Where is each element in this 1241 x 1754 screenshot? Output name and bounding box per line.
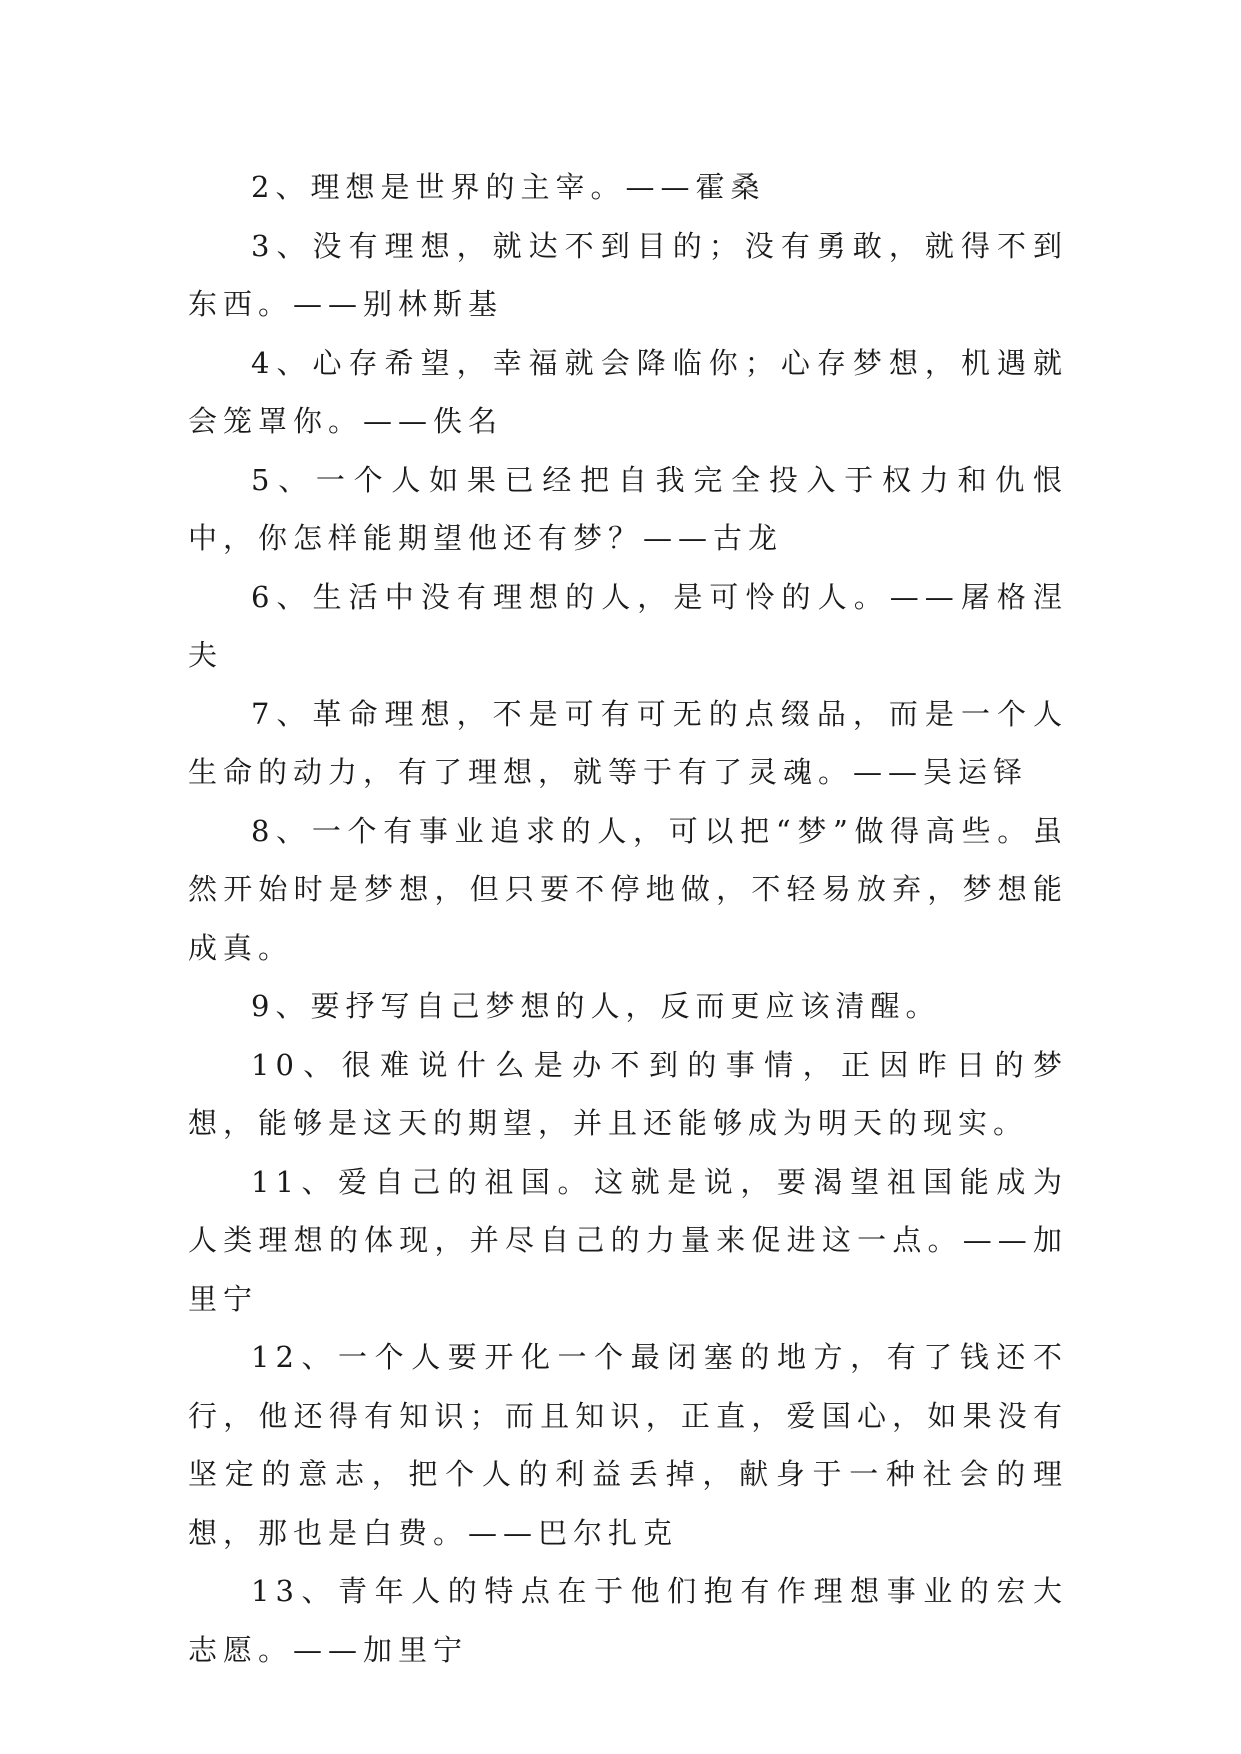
quote-list [188,158,1068,1679]
quote-paragraph-10: 10、很难说什么是办不到的事情，正因昨日的梦想，能够是这天的期望，并且还能够成为明天的现实。 [188,1047,1068,1140]
quote-paragraph-11: 11、爱自己的祖国。这就是说，要渴望祖国能成为人类理想的体现，并尽自己的力量来促进这一点。——加里宁 [188,1164,1068,1316]
quote-paragraph-9: 9、要抒写自己梦想的人，反而更应该清醒。 [251,989,941,1023]
quote-paragraph-8: 8、一个有事业追求的人，可以把“梦”做得高些。虽然开始时是梦想，但只要不停地做，不轻易放弃，梦想能成真。 [188,813,1068,965]
quote-paragraph-13: 13、青年人的特点在于他们抱有作理想事业的宏大志愿。——加里宁 [188,1574,1068,1667]
quote-paragraph-7: 7、革命理想，不是可有可无的点缀品，而是一个人生命的动力，有了理想，就等于有了灵魂。——吴运铎 [188,696,1068,789]
quote-paragraph-12: 12、一个人要开化一个最闭塞的地方，有了钱还不行，他还得有知识；而且知识，正直，爱国心，如果没有坚定的意志，把个人的利益丢掉，献身于一种社会的理想，那也是白费。——巴尔扎克 [188,1340,1068,1550]
quote-paragraph-3: 3、没有理想，就达不到目的；没有勇敢，就得不到东西。——别林斯基 [188,228,1068,321]
quote-paragraph-2: 2、理想是世界的主宰。——霍桑 [251,170,766,204]
quote-paragraph-5: 5、一个人如果已经把自我完全投入于权力和仇恨中，你怎样能期望他还有梦？——古龙 [188,462,1068,555]
quote-paragraph-4: 4、心存希望，幸福就会降临你；心存梦想，机遇就会笼罩你。——佚名 [188,345,1068,438]
quote-paragraph-6: 6、生活中没有理想的人，是可怜的人。——屠格涅夫 [188,579,1068,672]
